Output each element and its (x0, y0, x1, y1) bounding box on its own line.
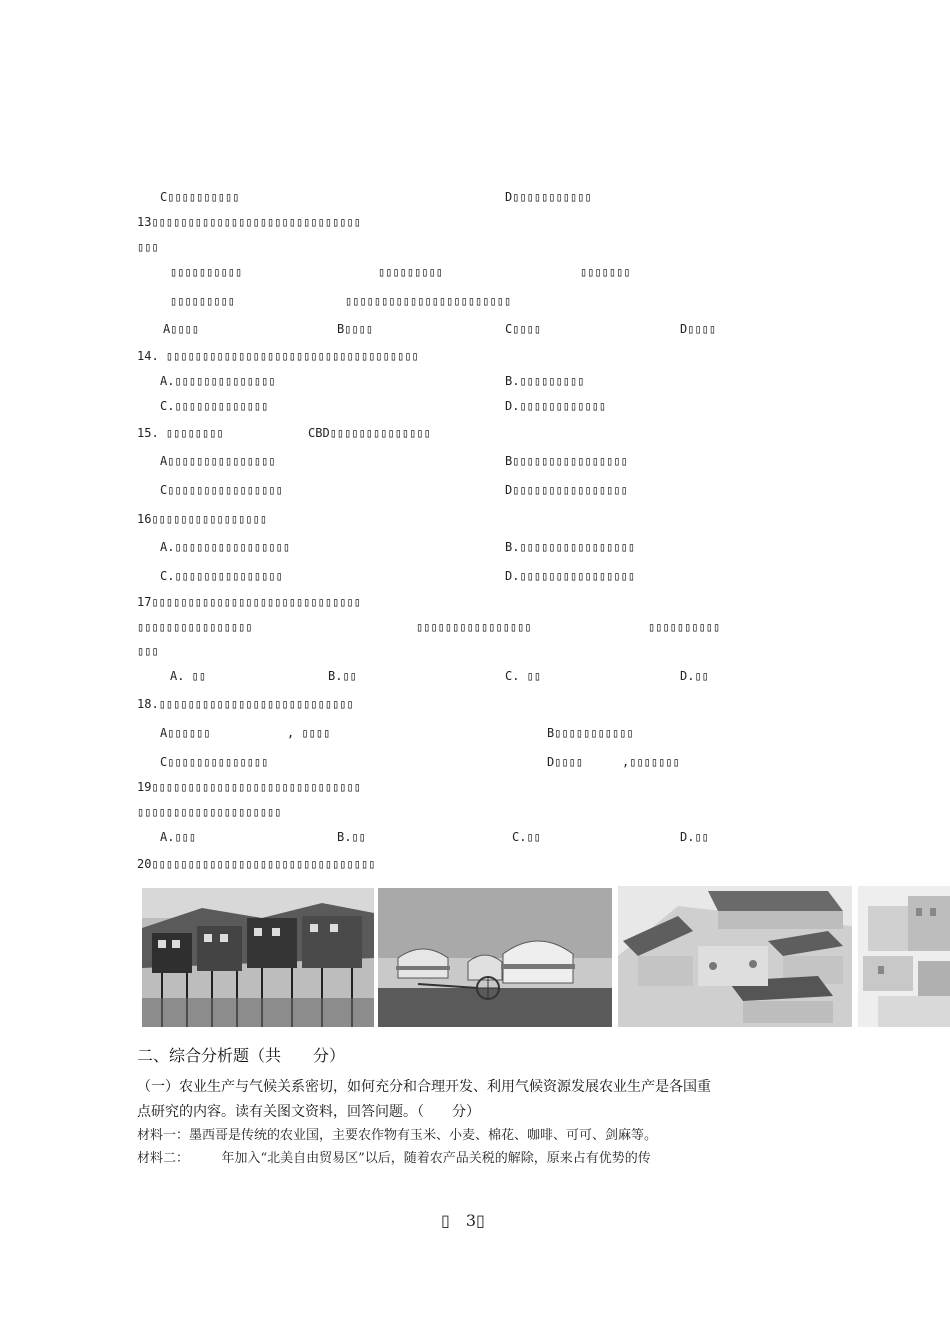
q18-stem: 18.▯▯▯▯▯▯▯▯▯▯▯▯▯▯▯▯▯▯▯▯▯▯▯▯▯▯▯ (137, 697, 354, 711)
q14-option-d: D.▯▯▯▯▯▯▯▯▯▯▯▯ (505, 399, 607, 413)
q15-stem: 15. ▯▯▯▯▯▯▯▯ (137, 426, 224, 440)
q17-stem-cont-4: ▯▯▯ (137, 644, 159, 658)
q19-stem-cont: ▯▯▯▯▯▯▯▯▯▯▯▯▯▯▯▯▯▯▯▯ (137, 805, 282, 819)
q13-stem: 13▯▯▯▯▯▯▯▯▯▯▯▯▯▯▯▯▯▯▯▯▯▯▯▯▯▯▯▯▯ (137, 215, 361, 229)
q16-option-a: A.▯▯▯▯▯▯▯▯▯▯▯▯▯▯▯▯ (160, 540, 291, 554)
q13-item-2: ▯▯▯▯▯▯▯▯▯ (378, 265, 444, 279)
q16-option-b: B.▯▯▯▯▯▯▯▯▯▯▯▯▯▯▯▯ (505, 540, 636, 554)
q17-option-b: B.▯▯ (328, 669, 357, 683)
q17-stem-cont-2: ▯▯▯▯▯▯▯▯▯▯▯▯▯▯▯▯ (416, 620, 532, 634)
q16-option-c: C.▯▯▯▯▯▯▯▯▯▯▯▯▯▯▯ (160, 569, 283, 583)
q14-stem: 14. ▯▯▯▯▯▯▯▯▯▯▯▯▯▯▯▯▯▯▯▯▯▯▯▯▯▯▯▯▯▯▯▯▯▯▯ (137, 349, 419, 363)
q19-option-c: C.▯▯ (512, 830, 541, 844)
section-2-intro-line-1: （一）农业生产与气候关系密切，如何充分和合理开发、利用气候资源发展农业生产是各国重 (137, 1079, 711, 1095)
q18-option-d-tail: ,▯▯▯▯▯▯▯ (622, 755, 680, 769)
flat-roof-house-illustration (858, 886, 950, 1027)
q18-option-b: B▯▯▯▯▯▯▯▯▯▯▯ (547, 726, 634, 740)
q17-stem-cont-3: ▯▯▯▯▯▯▯▯▯▯ (648, 620, 721, 634)
q20-stem: 20▯▯▯▯▯▯▯▯▯▯▯▯▯▯▯▯▯▯▯▯▯▯▯▯▯▯▯▯▯▯▯ (137, 857, 376, 871)
q15-option-a: A▯▯▯▯▯▯▯▯▯▯▯▯▯▯▯ (160, 454, 276, 468)
q16-stem: 16▯▯▯▯▯▯▯▯▯▯▯▯▯▯▯▯ (137, 512, 268, 526)
q19-option-a: A.▯▯▯ (160, 830, 197, 844)
q14-option-c: C.▯▯▯▯▯▯▯▯▯▯▯▯▯ (160, 399, 269, 413)
q19-stem: 19▯▯▯▯▯▯▯▯▯▯▯▯▯▯▯▯▯▯▯▯▯▯▯▯▯▯▯▯▯ (137, 780, 361, 794)
q13-stem-cont: ▯▯▯ (137, 240, 159, 254)
q13-option-c: C▯▯▯▯ (505, 322, 542, 336)
q16-option-d: D.▯▯▯▯▯▯▯▯▯▯▯▯▯▯▯▯ (505, 569, 636, 583)
q18-option-a: A▯▯▯▯▯▯ (160, 726, 211, 740)
q13-option-a: A▯▯▯▯ (163, 322, 200, 336)
q12-option-d: D▯▯▯▯▯▯▯▯▯▯▯ (505, 190, 592, 204)
q17-option-c: C. ▯▯ (505, 669, 542, 683)
q15-option-b: B▯▯▯▯▯▯▯▯▯▯▯▯▯▯▯▯ (505, 454, 628, 468)
q17-stem: 17▯▯▯▯▯▯▯▯▯▯▯▯▯▯▯▯▯▯▯▯▯▯▯▯▯▯▯▯▯ (137, 595, 361, 609)
courtyard-house-illustration (618, 886, 852, 1027)
q15-option-d: D▯▯▯▯▯▯▯▯▯▯▯▯▯▯▯▯ (505, 483, 628, 497)
q18-option-c: C▯▯▯▯▯▯▯▯▯▯▯▯▯▯ (160, 755, 269, 769)
q13-item-4: ▯▯▯▯▯▯▯▯▯ (170, 294, 236, 308)
section-2-heading: 二、综合分析题（共 分） (137, 1046, 346, 1065)
q13-item-5: ▯▯▯▯▯▯▯▯▯▯▯▯▯▯▯▯▯▯▯▯▯▯▯ (345, 294, 512, 308)
q13-option-d: D▯▯▯▯ (680, 322, 717, 336)
material-2: 材料二： 年加入“北美自由贸易区”以后，随着农产品关税的解除，原来占有优势的传 (137, 1151, 651, 1166)
q13-option-b: B▯▯▯▯ (337, 322, 374, 336)
section-2-intro-line-2: 点研究的内容。读有关图文资料，回答问题。（ 分） (137, 1104, 480, 1120)
q18-option-d: D▯▯▯▯ (547, 755, 584, 769)
q17-stem-cont-1: ▯▯▯▯▯▯▯▯▯▯▯▯▯▯▯▯ (137, 620, 253, 634)
q14-option-b: B.▯▯▯▯▯▯▯▯▯ (505, 374, 585, 388)
q18-option-a-tail: , ▯▯▯▯ (287, 726, 331, 740)
q19-option-b: B.▯▯ (337, 830, 366, 844)
stilt-house-photo (142, 888, 374, 1027)
yurt-photo (378, 888, 612, 1027)
q14-option-a: A.▯▯▯▯▯▯▯▯▯▯▯▯▯▯ (160, 374, 276, 388)
page-number: ▯ 3▯ (441, 1211, 485, 1230)
q13-item-1: ▯▯▯▯▯▯▯▯▯▯ (170, 265, 243, 279)
q12-option-c: C▯▯▯▯▯▯▯▯▯▯ (160, 190, 240, 204)
material-1: 材料一：墨西哥是传统的农业国，主要农作物有玉米、小麦、棉花、咖啡、可可、剑麻等。 (137, 1128, 658, 1143)
q15-option-c: C▯▯▯▯▯▯▯▯▯▯▯▯▯▯▯▯ (160, 483, 283, 497)
q17-option-d: D.▯▯ (680, 669, 709, 683)
q13-item-3: ▯▯▯▯▯▯▯ (580, 265, 631, 279)
q17-option-a: A. ▯▯ (170, 669, 207, 683)
q19-option-d: D.▯▯ (680, 830, 709, 844)
q15-stem-cbd: CBD▯▯▯▯▯▯▯▯▯▯▯▯▯▯ (308, 426, 431, 440)
